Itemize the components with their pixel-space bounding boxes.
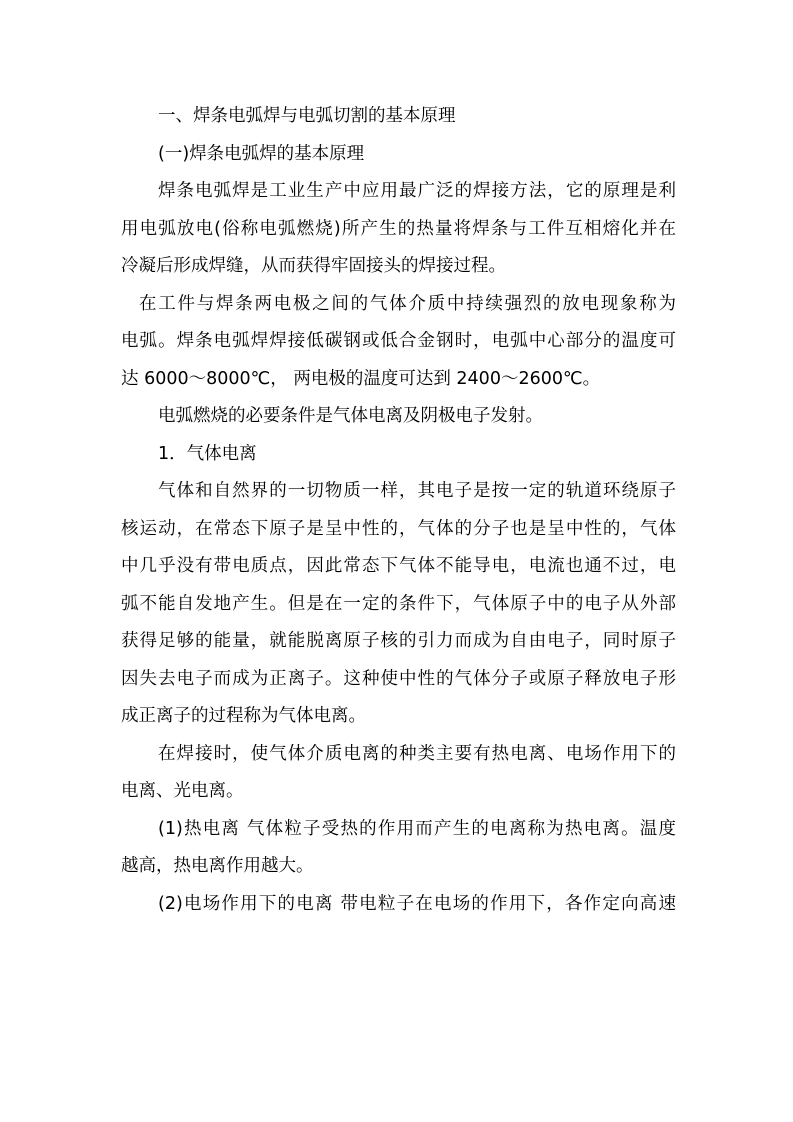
paragraph-line: 气体和自然界的一切物质一样，其电子是按一定的轨道环绕原子	[158, 481, 676, 501]
paragraph-line: 电离、光电离。	[121, 781, 244, 801]
paragraph-line: 达 6000～8000℃， 两电极的温度可达到 2400～2600℃。	[121, 368, 601, 389]
paragraph-line: 焊条电弧焊是工业生产中应用最广泛的焊接方法，它的原理是利	[158, 181, 676, 201]
paragraph-line: (1)热电离 气体粒子受热的作用而产生的电离称为热电离。温度	[158, 818, 676, 839]
subsection-heading: (一)焊条电弧焊的基本原理	[158, 143, 365, 164]
paragraph-line: 冷凝后形成焊缝，从而获得牢固接头的焊接过程。	[121, 256, 506, 276]
paragraph-line: 核运动，在常态下原子是呈中性的，气体的分子也是呈中性的，气体	[121, 518, 676, 539]
numbered-heading: 1．气体电离	[158, 443, 257, 464]
paragraph-line: 在焊接时，使气体介质电离的种类主要有热电离、电场作用下的	[158, 743, 676, 764]
paragraph-line: 在工件与焊条两电极之间的气体介质中持续强烈的放电现象称为	[139, 293, 676, 314]
document-body	[121, 98, 676, 923]
paragraph-line: 中几乎没有带电质点，因此常态下气体不能导电，电流也通不过，电	[121, 556, 676, 576]
paragraph-line: 电弧。焊条电弧焊焊接低碳钢或低合金钢时，电弧中心部分的温度可	[121, 331, 676, 351]
paragraph-line: 获得足够的能量，就能脱离原子核的引力而成为自由电子，同时原子	[121, 631, 676, 651]
paragraph-line: 越高，热电离作用越大。	[121, 856, 314, 876]
paragraph-line: 用电弧放电(俗称电弧燃烧)所产生的热量将焊条与工件互相熔化并在	[121, 218, 676, 239]
paragraph-line: (2)电场作用下的电离 带电粒子在电场的作用下，各作定向高速	[158, 893, 676, 914]
paragraph-line: 弧不能自发地产生。但是在一定的条件下，气体原子中的电子从外部	[121, 593, 676, 614]
paragraph-line: 电弧燃烧的必要条件是气体电离及阴极电子发射。	[158, 406, 543, 426]
paragraph-line: 因失去电子而成为正离子。这种使中性的气体分子或原子释放电子形	[121, 668, 676, 689]
paragraph-line: 成正离子的过程称为气体电离。	[121, 706, 366, 726]
section-heading: 一、焊条电弧焊与电弧切割的基本原理	[158, 106, 456, 126]
